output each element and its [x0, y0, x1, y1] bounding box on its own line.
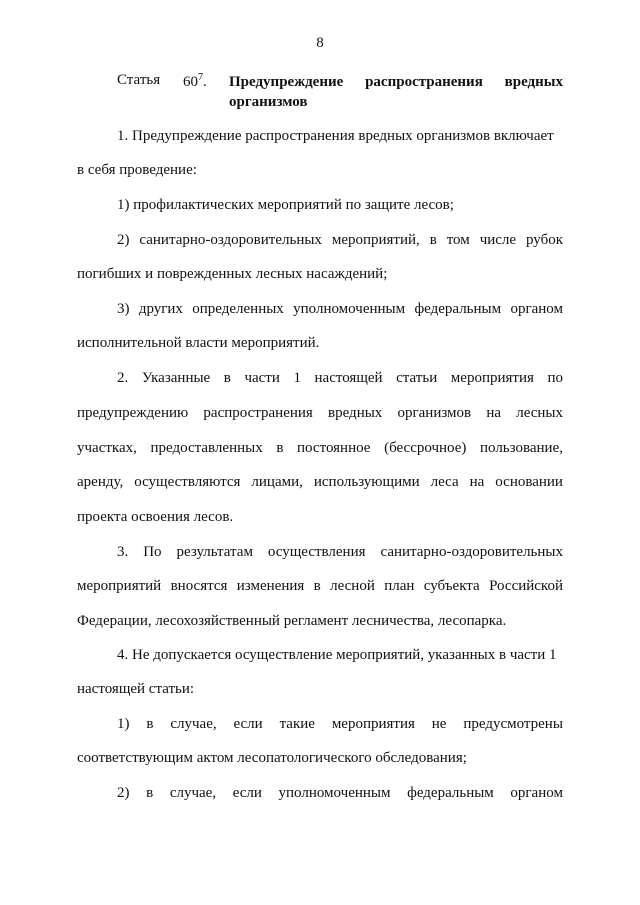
text-line: настоящей статьи:: [77, 681, 195, 697]
text-line: участках, предоставленных в постоянное (бессрочное) пользование,: [77, 440, 563, 456]
text-line: 2. Указанные в части 1 настоящей статьи мероприятия по: [117, 370, 563, 386]
article-title-word: распространения: [365, 74, 483, 90]
text-line: 1. Предупреждение распространения вредных организмов включает: [117, 128, 554, 144]
text-line: мероприятий вносятся изменения в лесной план субъекта Российской: [77, 578, 563, 594]
article-title-word: вредных: [504, 74, 563, 90]
text-line: 2) в случае, если уполномоченным федеральным органом: [117, 785, 563, 801]
text-line: Федерации, лесохозяйственный регламент лесничества, лесопарка.: [77, 613, 507, 629]
text-line: 1) профилактических мероприятий по защите лесов;: [117, 197, 454, 213]
text-line: 3. По результатам осуществления санитарно-оздоровительных: [117, 544, 563, 560]
text-line: исполнительной власти мероприятий.: [77, 335, 320, 351]
text-line: 3) других определенных уполномоченным федеральным органом: [117, 301, 563, 317]
page-number: 8: [316, 35, 324, 51]
text-line: 2) санитарно-оздоровительных мероприятий, в том числе рубок: [117, 232, 563, 248]
text-line: 1) в случае, если такие мероприятия не предусмотрены: [117, 716, 563, 732]
article-number: $60^7$.: [183, 72, 207, 90]
text-line: аренду, осуществляются лицами, использующими леса на основании: [77, 474, 563, 490]
text-line: в себя проведение:: [77, 162, 197, 178]
text-line: проекта освоения лесов.: [77, 509, 234, 525]
article-label: Статья: [117, 72, 161, 88]
text-line: соответствующим актом лесопатологического обследования;: [77, 750, 467, 766]
text-line: предупреждению распространения вредных организмов на лесных: [77, 405, 563, 421]
text-line: погибших и поврежденных лесных насаждений;: [77, 266, 388, 282]
article-title: [229, 72, 563, 112]
article-title-word: организмов: [229, 94, 308, 110]
text-line: 4. Не допускается осуществление мероприятий, указанных в части 1: [117, 647, 557, 663]
article-title-word: Предупреждение: [229, 74, 344, 90]
